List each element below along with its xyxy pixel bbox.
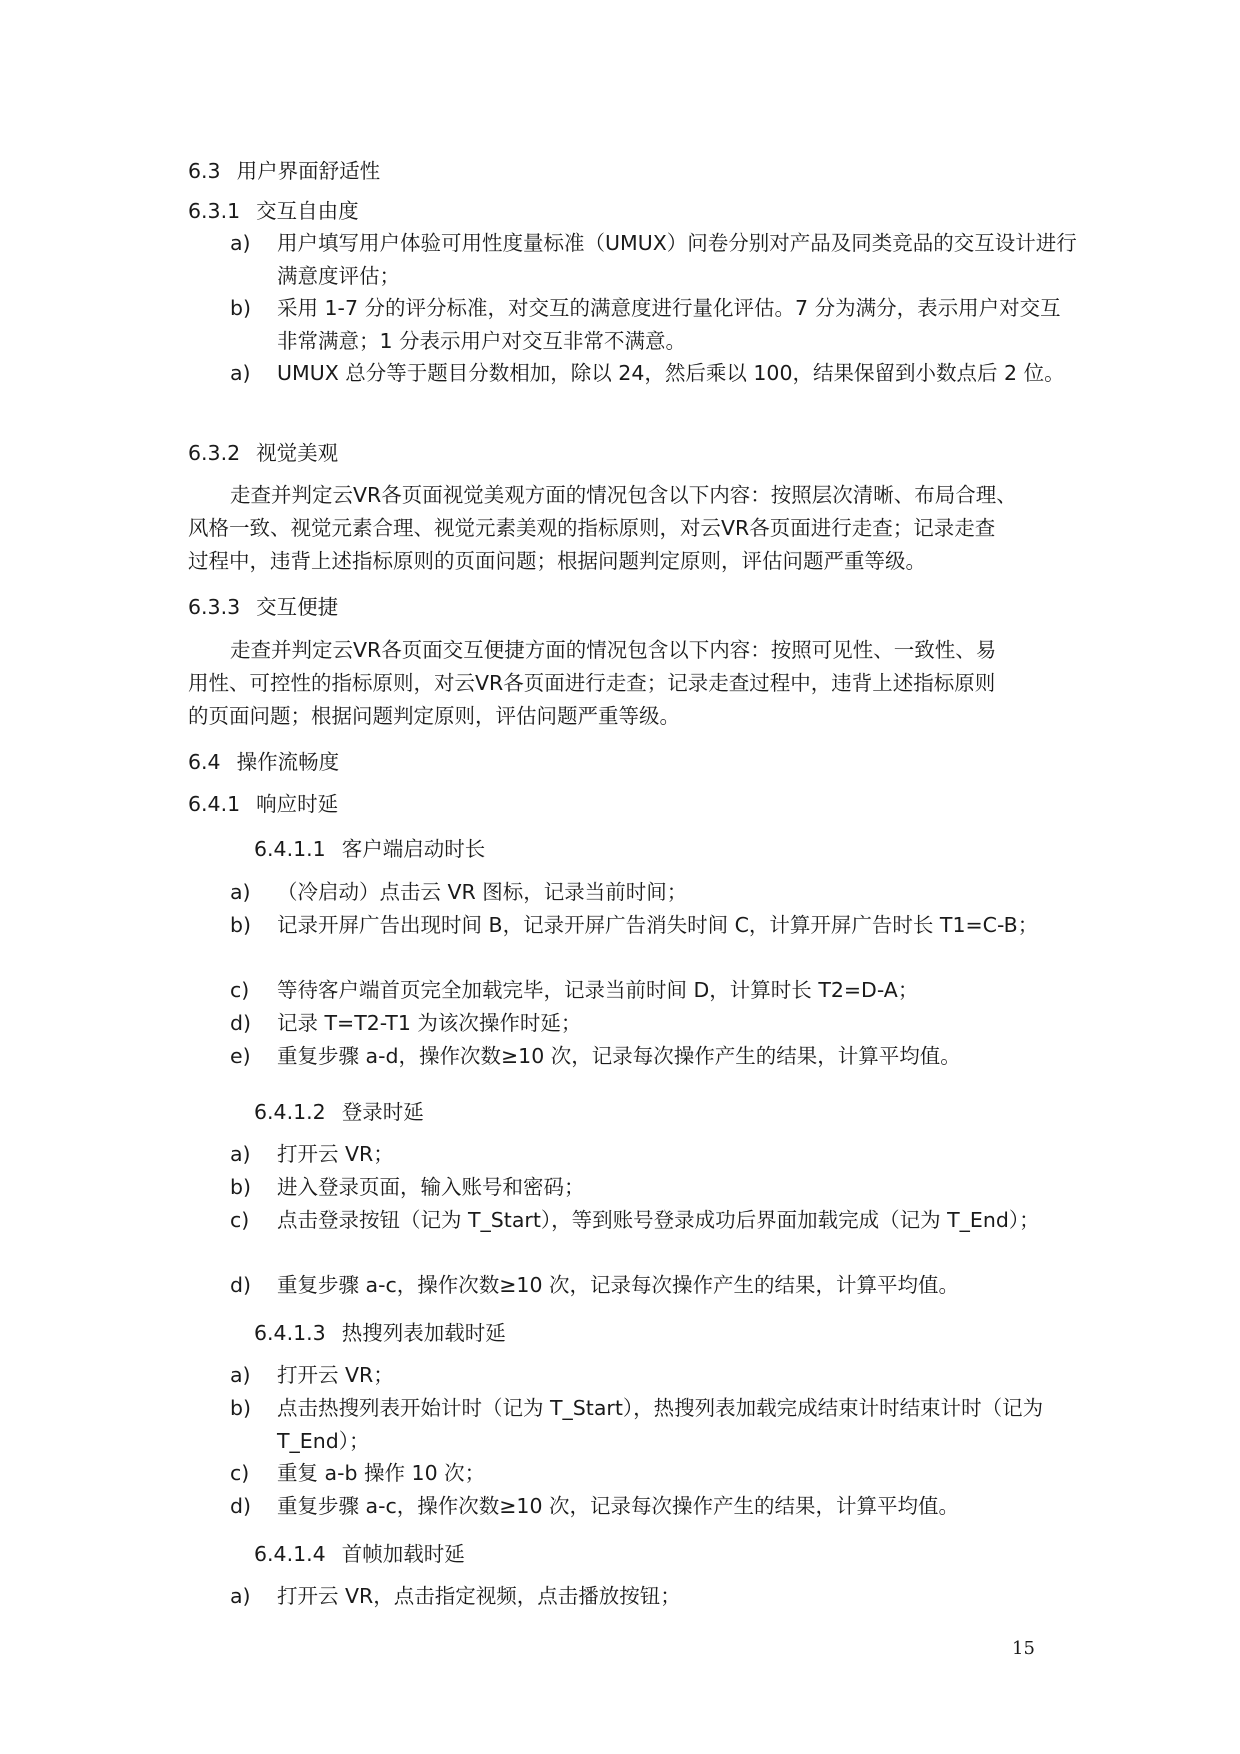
section-number: 6.3.3: [188, 595, 241, 619]
list-marker: a): [230, 231, 251, 255]
list-item: [230, 1171, 1080, 1204]
list-text: 打开云 VR；: [277, 1363, 394, 1387]
section-title: 交互自由度: [256, 199, 359, 223]
section-6-3-3-heading: [188, 590, 338, 620]
list-marker: a): [230, 361, 251, 385]
section-title: 操作流畅度: [236, 750, 340, 774]
list-item: [230, 227, 1080, 293]
section-title: 用户界面舒适性: [236, 159, 381, 183]
section-title: 首帧加载时延: [341, 1542, 465, 1566]
list-text: 采用 1-7 分的评分标准，对交互的满意度进行量化评估。7 分为满分，表示用户对交互非常满意；1 分表示用户对交互非常不满意。: [277, 296, 1061, 353]
list-text: 打开云 VR，点击指定视频，点击播放按钮；: [277, 1584, 681, 1608]
section-title: 热搜列表加载时延: [341, 1321, 506, 1345]
section-6-4-heading: [188, 745, 339, 775]
list-marker: b): [230, 296, 252, 320]
list-item: [230, 1007, 1080, 1040]
list-text: 进入登录页面，输入账号和密码；: [277, 1175, 585, 1199]
section-6-4-1-heading: [188, 787, 338, 817]
paragraph-line: 走查并判定云VR各页面交互便捷方面的情况包含以下内容：按照可见性、一致性、易: [230, 638, 997, 662]
list-text: （冷启动）点击云 VR 图标，记录当前时间；: [277, 880, 688, 904]
section-number: 6.4.1: [188, 792, 241, 816]
list-item: [230, 909, 1080, 942]
section-number: 6.3: [188, 159, 221, 183]
section-title: 交互便捷: [256, 595, 339, 619]
section-title: 客户端启动时长: [341, 837, 486, 861]
section-number: 6.3.1: [188, 199, 241, 223]
list-marker: b): [230, 1396, 252, 1420]
list-item: [230, 1359, 1080, 1392]
list-item: [230, 1490, 1080, 1523]
list-text: 记录 T=T2-T1 为该次操作时延；: [277, 1011, 582, 1035]
list-item: [230, 1040, 1080, 1073]
section-6-4-1-4-heading: [254, 1537, 465, 1567]
list-text: 重复步骤 a-c，操作次数≥10 次，记录每次操作产生的结果，计算平均值。: [277, 1494, 960, 1518]
paragraph-line: 走查并判定云VR各页面视觉美观方面的情况包含以下内容：按照层次清晰、布局合理、: [230, 483, 1017, 507]
list-text: 等待客户端首页完全加载完毕，记录当前时间 D，计算时长 T2=D-A；: [277, 978, 919, 1002]
section-title: 视觉美观: [256, 441, 339, 465]
list-marker: c): [230, 1461, 250, 1485]
list-item: [230, 974, 1080, 1007]
list-item: [230, 1457, 1080, 1490]
section-6-3-heading: [188, 154, 380, 184]
list-item: [230, 1138, 1080, 1171]
list-item: [230, 1204, 1080, 1237]
list-marker: c): [230, 1208, 250, 1232]
section-title: 登录时延: [341, 1100, 424, 1124]
list-marker: a): [230, 1584, 251, 1608]
list-text: 点击登录按钮（记为 T_Start），等到账号登录成功后界面加载完成（记为 T_End）；: [277, 1208, 1040, 1232]
list-item: [230, 1392, 1080, 1458]
section-number: 6.4.1.3: [254, 1321, 326, 1345]
list-marker: d): [230, 1494, 252, 1518]
section-number: 6.4.1.2: [254, 1100, 326, 1124]
list-text: 重复 a-b 操作 10 次；: [277, 1461, 486, 1485]
section-number: 6.4: [188, 750, 221, 774]
list-marker: e): [230, 1044, 251, 1068]
list-marker: b): [230, 1175, 252, 1199]
section-6-4-1-2-heading: [254, 1095, 424, 1125]
section-number: 6.4.1.1: [254, 837, 326, 861]
list-marker: d): [230, 1273, 252, 1297]
list-marker: a): [230, 1142, 251, 1166]
list-item: [230, 357, 1140, 390]
list-text: 重复步骤 a-d，操作次数≥10 次，记录每次操作产生的结果，计算平均值。: [277, 1044, 961, 1068]
section-number: 6.3.2: [188, 441, 241, 465]
section-6-3-1-heading: [188, 194, 359, 224]
list-text: 用户填写用户体验可用性度量标准（UMUX）问卷分别对产品及同类竞品的交互设计进行满意度评估；: [277, 231, 1077, 288]
page-number: 15: [1012, 1638, 1035, 1659]
list-marker: a): [230, 880, 251, 904]
list-text: 记录开屏广告出现时间 B，记录开屏广告消失时间 C，计算开屏广告时长 T1=C-B；: [277, 913, 1039, 937]
section-title: 响应时延: [256, 792, 339, 816]
list-item: [230, 876, 1080, 909]
list-text: 重复步骤 a-c，操作次数≥10 次，记录每次操作产生的结果，计算平均值。: [277, 1273, 960, 1297]
section-6-3-2-heading: [188, 436, 338, 466]
list-text: 点击热搜列表开始计时（记为 T_Start），热搜列表加载完成结束计时结束计时（记为 T_End）；: [277, 1396, 1044, 1453]
list-marker: b): [230, 913, 252, 937]
paragraph-line: 过程中，违背上述指标原则的页面问题；根据问题判定原则，评估问题严重等级。: [188, 549, 926, 573]
paragraph-line: 风格一致、视觉元素合理、视觉元素美观的指标原则，对云VR各页面进行走查；记录走查: [188, 516, 996, 540]
list-text: 打开云 VR；: [277, 1142, 394, 1166]
section-6-4-1-3-heading: [254, 1316, 506, 1346]
list-marker: d): [230, 1011, 252, 1035]
paragraph-line: 的页面问题；根据问题判定原则，评估问题严重等级。: [188, 704, 680, 728]
list-text: UMUX 总分等于题目分数相加，除以 24，然后乘以 100，结果保留到小数点后 2 位。: [277, 361, 1065, 385]
section-6-4-1-1-heading: [254, 832, 485, 862]
list-item: [230, 292, 1080, 358]
list-item: [230, 1580, 1080, 1613]
list-marker: a): [230, 1363, 251, 1387]
list-marker: c): [230, 978, 250, 1002]
paragraph-line: 用性、可控性的指标原则，对云VR各页面进行走查；记录走查过程中，违背上述指标原则: [188, 671, 996, 695]
section-number: 6.4.1.4: [254, 1542, 326, 1566]
list-item: [230, 1269, 1080, 1302]
